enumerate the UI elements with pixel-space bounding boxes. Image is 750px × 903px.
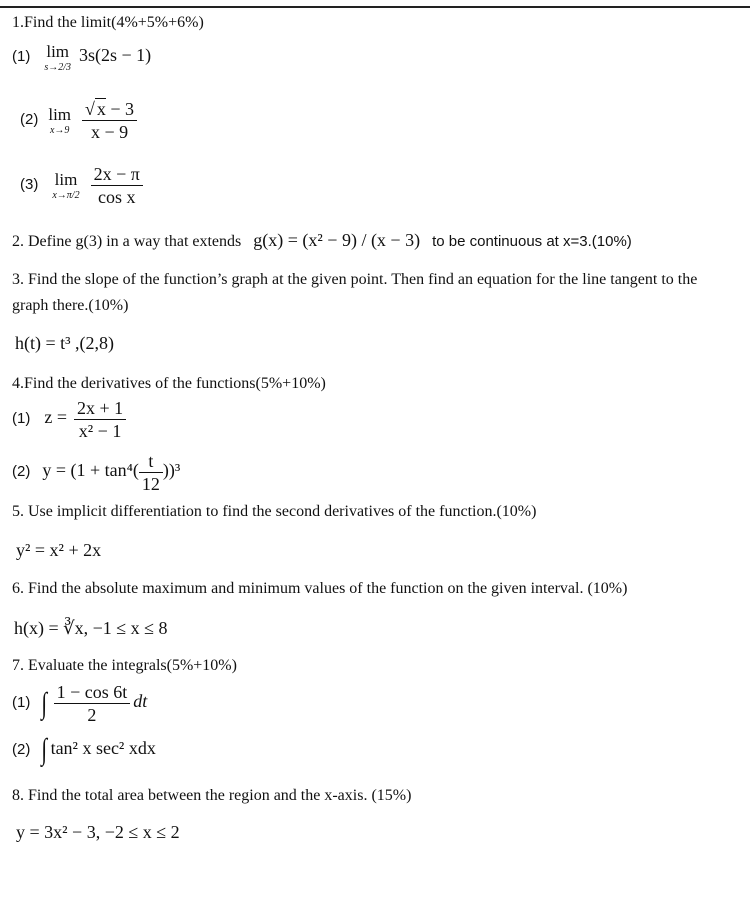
q7-title: 7. Evaluate the integrals(5%+10%)	[12, 657, 237, 674]
q2-text-after: to be continuous at x=3.(10%)	[432, 233, 632, 250]
q4-part2-fraction	[139, 450, 163, 495]
q7-part2	[12, 733, 156, 767]
q4-part2-label: (2)	[12, 463, 31, 481]
q7-part2-expr: tan² x sec² xdx	[50, 738, 156, 758]
q3-line1: 3. Find the slope of the function’s graph at the given point. Then find an equation for the line tangent to the	[12, 271, 698, 288]
q1-part2-lim	[48, 105, 71, 136]
q4-part1-lhs: z =	[44, 407, 67, 428]
integral-sign-icon: ∫	[41, 733, 48, 767]
q1-title: 1.Find the limit(4%+5%+6%)	[12, 14, 204, 31]
q5-expr: y² = x² + 2x	[16, 540, 102, 560]
q7-part1-label: (1)	[12, 694, 31, 712]
q1-part2-label: (2)	[20, 111, 39, 129]
q4-part2-rhs: ))³	[162, 460, 181, 481]
lim-word: lim	[46, 42, 70, 61]
q8-title: 8. Find the total area between the region and the x-axis. (15%)	[12, 787, 412, 804]
q1-part3	[20, 163, 146, 208]
q3-expr: h(t) = t³ ,(2,8)	[15, 333, 115, 353]
fraction-denominator: 2	[87, 705, 97, 725]
q1-part2-fraction	[82, 98, 137, 143]
q1-part2	[20, 98, 140, 143]
lim-word: lim	[54, 170, 78, 189]
q2-expr: g(x) = (x² − 9) / (x − 3)	[253, 230, 421, 250]
q4-part1	[12, 397, 129, 442]
numerator-rest: − 3	[105, 99, 135, 119]
top-rule	[0, 6, 750, 8]
lim-word: lim	[48, 105, 72, 124]
q1-part3-fraction	[91, 163, 143, 208]
q4-part1-fraction	[74, 397, 126, 442]
q5-title: 5. Use implicit differentiation to find the second derivatives of the function.(10%)	[12, 503, 537, 520]
q4-title: 4.Find the derivatives of the functions(5%+10%)	[12, 375, 326, 392]
q6-expr: h(x) = ∛x, −1 ≤ x ≤ 8	[14, 618, 168, 638]
lim-under: s→2/3	[44, 62, 72, 73]
fraction-numerator: 2x − π	[91, 163, 143, 186]
q4-part2-lhs: y = (1 + tan⁴(	[42, 460, 139, 481]
q7-part1-dt: dt	[133, 691, 148, 712]
q7-part2-label: (2)	[12, 741, 31, 758]
q4-part2	[12, 450, 180, 495]
lim-under: x→π/2	[52, 190, 80, 201]
q8-expr: y = 3x² − 3, −2 ≤ x ≤ 2	[16, 822, 180, 842]
integral-sign-icon: ∫	[41, 686, 48, 720]
fraction-denominator: cos x	[97, 187, 136, 207]
fraction-denominator: x − 9	[90, 122, 129, 142]
q3-line2: graph there.(10%)	[12, 297, 129, 314]
fraction-denominator: x² − 1	[78, 421, 122, 441]
q7-part1-fraction	[54, 681, 131, 726]
q2	[12, 230, 632, 252]
fraction-numerator: 2x + 1	[74, 397, 126, 420]
fraction-denominator: 12	[141, 474, 160, 494]
sqrt-radicand: x	[96, 99, 106, 119]
fraction-numerator: √ x − 3	[82, 98, 137, 121]
q1-part1-label: (1)	[12, 48, 31, 66]
q1-part1-lim	[44, 42, 71, 73]
q4-part1-label: (1)	[12, 410, 31, 428]
q1-part3-label: (3)	[20, 176, 39, 194]
q1-part1	[12, 42, 151, 73]
q1-part3-lim	[52, 170, 79, 201]
lim-under: x→9	[49, 125, 70, 136]
q6-title: 6. Find the absolute maximum and minimum values of the function on the given interval. (10%)	[12, 580, 628, 597]
fraction-numerator: 1 − cos 6t	[54, 681, 131, 704]
q1-part1-expr: 3s(2s − 1)	[79, 45, 152, 66]
q7-part1	[12, 681, 147, 726]
q2-text-before: 2. Define g(3) in a way that extends	[12, 233, 242, 250]
fraction-numerator: t	[139, 450, 163, 473]
